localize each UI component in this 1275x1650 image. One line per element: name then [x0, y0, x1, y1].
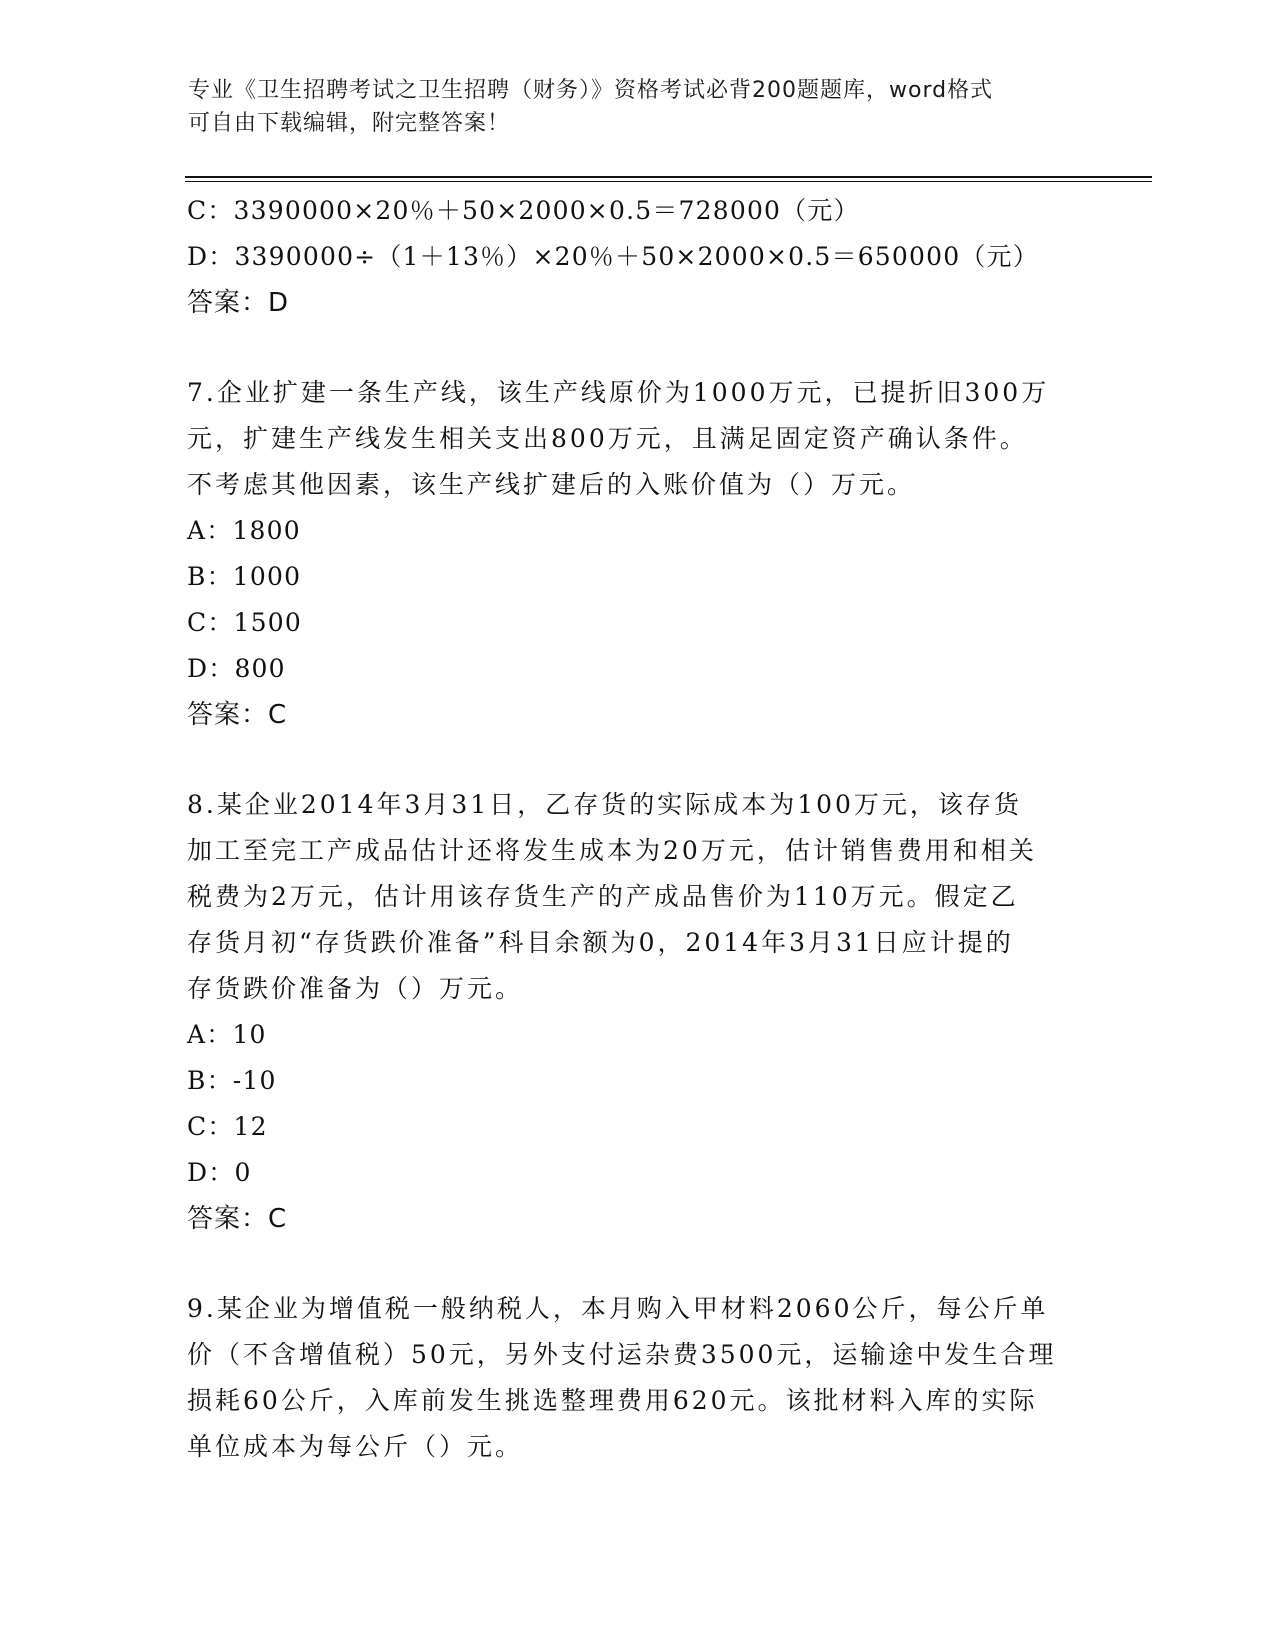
question-stem-line: 存货月初“存货跌价准备”科目余额为0，2014年3月31日应计提的 — [187, 928, 1014, 957]
question-7 — [187, 370, 1087, 738]
question-stem-line: 8.某企业2014年3月31日，乙存货的实际成本为100万元，该存货 — [187, 790, 1022, 819]
option-c: C：3390000×20％＋50×2000×0.5＝728000（元） — [187, 196, 860, 225]
header-divider — [185, 176, 1152, 182]
option-a: A：10 — [187, 1020, 267, 1049]
option-b: B：-10 — [187, 1066, 277, 1095]
document-body — [187, 188, 1087, 1470]
spacer — [187, 326, 1087, 370]
answer-line: 答案：D — [187, 288, 290, 318]
answer-line: 答案：C — [187, 700, 288, 730]
question-stem-line: 损耗60公斤，入库前发生挑选整理费用620元。该批材料入库的实际 — [187, 1386, 1038, 1415]
question-6-tail — [187, 188, 1087, 326]
question-stem-line: 7.企业扩建一条生产线，该生产线原价为1000万元，已提折旧300万 — [187, 378, 1050, 407]
spacer — [187, 738, 1087, 782]
question-stem-line: 单位成本为每公斤（）元。 — [187, 1432, 524, 1461]
document-header — [188, 74, 1088, 140]
option-c: C：1500 — [187, 608, 302, 637]
header-title-line-1: 专业《卫生招聘考试之卫生招聘（财务）》资格考试必背200题题库，word格式 — [188, 78, 994, 103]
option-a: A：1800 — [187, 516, 301, 545]
question-stem-line: 存货跌价准备为（）万元。 — [187, 974, 524, 1003]
question-stem-line: 税费为2万元，估计用该存货生产的产成品售价为110万元。假定乙 — [187, 882, 1019, 911]
answer-line: 答案：C — [187, 1204, 288, 1234]
question-stem-line: 9.某企业为增值税一般纳税人，本月购入甲材料2060公斤，每公斤单 — [187, 1294, 1049, 1323]
question-stem-line: 价（不含增值税）50元，另外支付运杂费3500元，运输途中发生合理 — [187, 1340, 1057, 1369]
option-d: D：3390000÷（1＋13％）×20％＋50×2000×0.5＝650000（元） — [187, 242, 1039, 271]
option-d: D：0 — [187, 1158, 252, 1187]
question-stem-line: 加工至完工产成品估计还将发生成本为20万元，估计销售费用和相关 — [187, 836, 1037, 865]
option-d: D：800 — [187, 654, 286, 683]
option-b: B：1000 — [187, 562, 302, 591]
question-stem-line: 不考虑其他因素，该生产线扩建后的入账价值为（）万元。 — [187, 470, 916, 499]
question-stem-line: 元，扩建生产线发生相关支出800万元，且满足固定资产确认条件。 — [187, 424, 1028, 453]
spacer — [187, 1242, 1087, 1286]
question-8 — [187, 782, 1087, 1242]
header-title-line-2: 可自由下载编辑，附完整答案！ — [188, 111, 511, 136]
question-9 — [187, 1286, 1087, 1470]
option-c: C：12 — [187, 1112, 268, 1141]
